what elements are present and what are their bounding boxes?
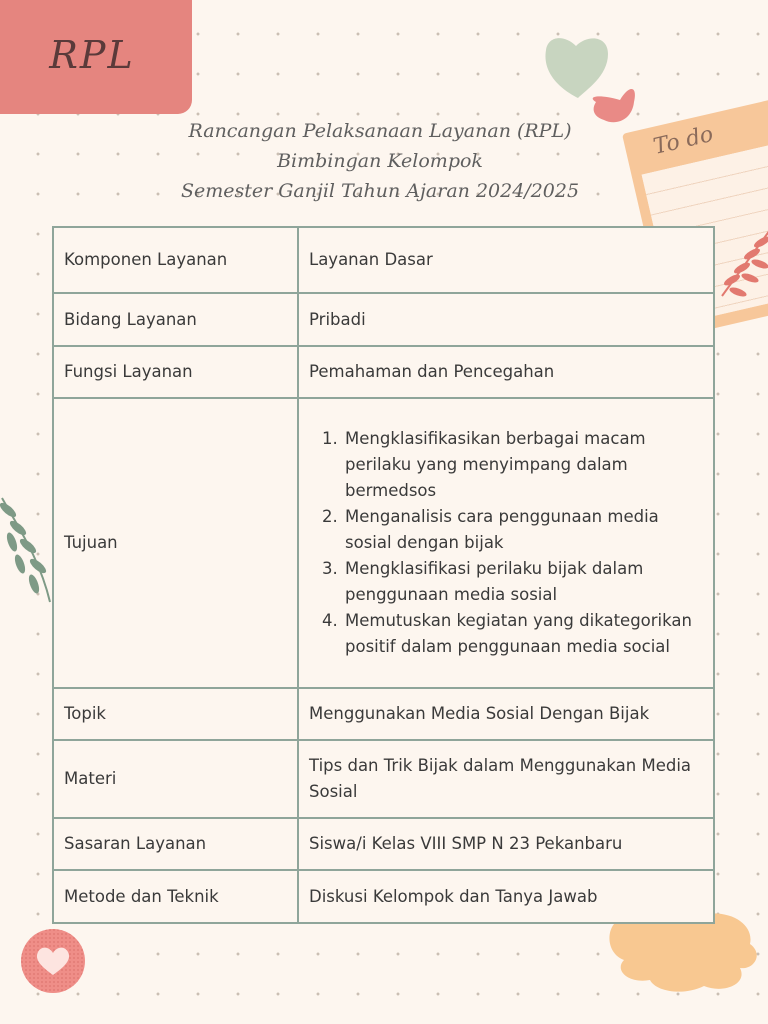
list-item: 2. Menganalisis cara penggunaan media sosial dengan bijak (343, 504, 703, 556)
row-label: Bidang Layanan (53, 293, 298, 346)
table-row-bidang (53, 293, 714, 346)
row-value (298, 398, 714, 688)
row-value: Layanan Dasar (298, 227, 714, 293)
row-label: Sasaran Layanan (53, 818, 298, 870)
row-value: Tips dan Trik Bijak dalam Menggunakan Media Sosial (298, 740, 714, 818)
rpl-table (52, 226, 715, 924)
table-row-fungsi (53, 346, 714, 398)
table-row-tujuan (53, 398, 714, 688)
rpl-badge-label: RPL (49, 33, 135, 77)
list-item: 4. Memutuskan kegiatan yang dikategorikan positif dalam penggunaan media social (343, 608, 703, 660)
hearts-decoration-icon (536, 30, 646, 130)
row-label: Metode dan Teknik (53, 870, 298, 923)
green-leaf-branch-icon (0, 490, 60, 610)
row-value: Siswa/i Kelas VIII SMP N 23 Pekanbaru (298, 818, 714, 870)
coral-leaf-branch-icon (714, 210, 768, 310)
row-value: Diskusi Kelompok dan Tanya Jawab (298, 870, 714, 923)
table-row-komponen (53, 227, 714, 293)
row-label: Komponen Layanan (53, 227, 298, 293)
document-header (130, 116, 630, 206)
heart-circle-icon (20, 928, 86, 994)
table-row-metode (53, 870, 714, 923)
header-subtitle: Bimbingan Kelompok (277, 150, 483, 172)
header-semester: Semester Ganjil Tahun Ajaran 2024/2025 (180, 180, 580, 202)
header-title: Rancangan Pelaksanaan Layanan (RPL) (188, 120, 572, 142)
row-value: Menggunakan Media Sosial Dengan Bijak (298, 688, 714, 740)
row-label: Materi (53, 740, 298, 818)
table-row-sasaran (53, 818, 714, 870)
row-value: Pemahaman dan Pencegahan (298, 346, 714, 398)
row-label: Fungsi Layanan (53, 346, 298, 398)
list-item: 3. Mengklasifikasi perilaku bijak dalam penggunaan media sosial (343, 556, 703, 608)
goals-list (309, 426, 703, 660)
rpl-badge (0, 0, 192, 114)
todo-card-label: To do (651, 121, 716, 160)
list-item: 1. Mengklasifikasikan berbagai macam perilaku yang menyimpang dalam bermedsos (343, 426, 703, 504)
table-row-topik (53, 688, 714, 740)
table-row-materi (53, 740, 714, 818)
row-label: Topik (53, 688, 298, 740)
row-value: Pribadi (298, 293, 714, 346)
row-label: Tujuan (53, 398, 298, 688)
